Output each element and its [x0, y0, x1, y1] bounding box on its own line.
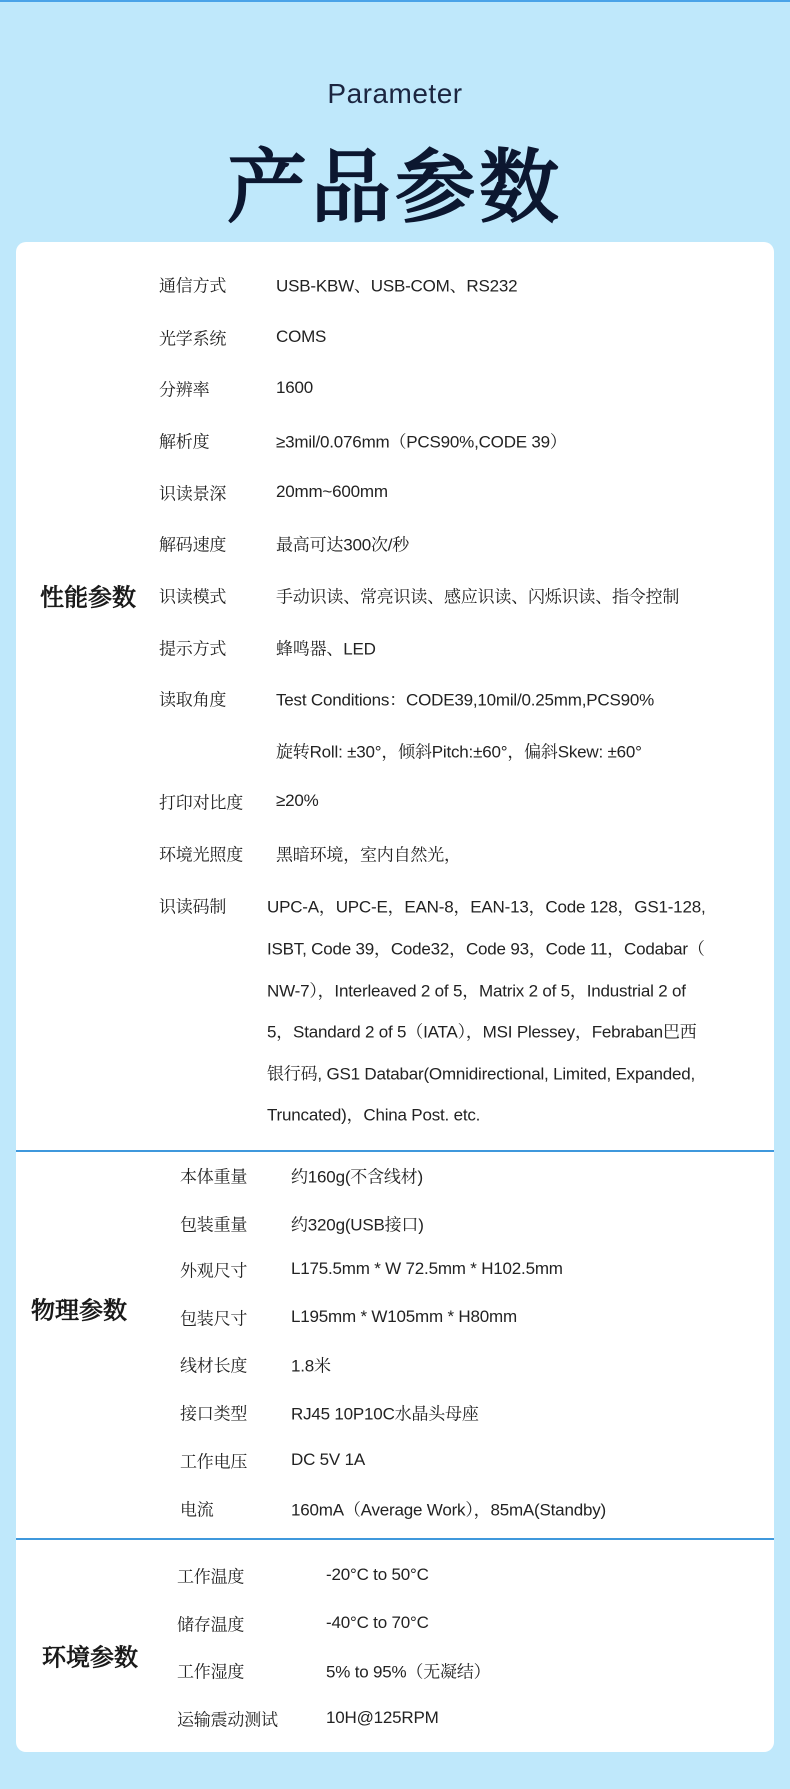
- page-title: 产品参数: [227, 143, 563, 232]
- param-value: L175.5mm * W 72.5mm * H102.5mm: [291, 1259, 563, 1278]
- param-value: RJ45 10P10C水晶头母座: [291, 1404, 479, 1424]
- param-label: 外观尺寸: [180, 1261, 248, 1281]
- param-label: 环境光照度: [159, 845, 243, 865]
- section-divider: [16, 1150, 774, 1152]
- param-value: 5，Standard 2 of 5（IATA），MSI Plessey，Febraban巴西: [267, 1022, 697, 1042]
- param-value: 最高可达300次/秒: [276, 535, 410, 555]
- param-value: -40°C to 70°C: [326, 1613, 429, 1632]
- param-value: 黑暗环境，室内自然光，: [276, 845, 461, 865]
- param-value: -20°C to 50°C: [326, 1565, 429, 1584]
- param-label: 工作湿度: [177, 1662, 245, 1682]
- param-label: 包装尺寸: [180, 1309, 248, 1329]
- param-label: 通信方式: [159, 276, 227, 296]
- param-label: 光学系统: [159, 329, 227, 349]
- param-label: 识读景深: [159, 484, 227, 504]
- param-label: 识读模式: [159, 587, 227, 607]
- param-value: Test Conditions：CODE39,10mil/0.25mm,PCS90%: [276, 690, 655, 710]
- param-value: 约320g(USB接口): [291, 1215, 424, 1235]
- param-value: NW-7），Interleaved 2 of 5，Matrix 2 of 5，Industrial 2 of: [267, 981, 686, 1001]
- param-value: USB-KBW、USB-COM、RS232: [276, 276, 518, 296]
- param-label: 包装重量: [180, 1215, 248, 1235]
- section-heading: 性能参数: [40, 584, 136, 612]
- param-label: 接口类型: [180, 1404, 248, 1424]
- param-value: 5% to 95%（无凝结）: [326, 1662, 491, 1682]
- param-value: 160mA（Average Work），85mA(Standby): [291, 1500, 606, 1520]
- section-divider: [16, 1538, 774, 1540]
- section-heading: 环境参数: [42, 1644, 138, 1672]
- param-value: Truncated)，China Post. etc.: [267, 1105, 481, 1125]
- param-value: ISBT, Code 39，Code32，Code 93，Code 11，Codabar（: [267, 939, 705, 959]
- param-label: 运输震动测试: [177, 1710, 278, 1730]
- page-subtitle: Parameter: [327, 78, 463, 109]
- param-label: 分辨率: [159, 380, 210, 400]
- param-label: 提示方式: [159, 639, 227, 659]
- param-label: 读取角度: [159, 690, 227, 710]
- param-value: 旋转Roll: ±30°，倾斜Pitch:±60°，偏斜Skew: ±60°: [276, 742, 642, 762]
- param-label: 识读码制: [159, 897, 227, 917]
- param-label: 储存温度: [177, 1615, 245, 1635]
- param-label: 解码速度: [159, 535, 227, 555]
- param-value: 约160g(不含线材): [291, 1167, 423, 1187]
- param-value: 1.8米: [291, 1356, 331, 1376]
- param-value: 20mm~600mm: [276, 482, 388, 501]
- param-value: UPC-A，UPC-E，EAN-8，EAN-13，Code 128，GS1-128,: [267, 897, 706, 917]
- param-value: DC 5V 1A: [291, 1450, 365, 1469]
- top-border: [0, 0, 790, 2]
- param-value: 10H@125RPM: [326, 1708, 439, 1727]
- param-label: 线材长度: [180, 1356, 248, 1376]
- param-label: 打印对比度: [159, 793, 243, 813]
- param-value: 蜂鸣器、LED: [276, 639, 376, 659]
- section-heading: 物理参数: [31, 1297, 127, 1325]
- param-label: 工作电压: [180, 1452, 248, 1472]
- param-value: 银行码, GS1 Databar(Omnidirectional, Limited, Expanded,: [267, 1064, 696, 1084]
- param-label: 电流: [180, 1500, 214, 1520]
- param-value: COMS: [276, 327, 327, 346]
- param-label: 本体重量: [180, 1167, 248, 1187]
- param-value: 1600: [276, 378, 314, 397]
- param-label: 工作温度: [177, 1567, 245, 1587]
- param-value: L195mm * W105mm * H80mm: [291, 1307, 517, 1326]
- param-value: ≥20%: [276, 791, 319, 810]
- param-value: 手动识读、常亮识读、感应识读、闪烁识读、指令控制: [276, 587, 680, 607]
- param-label: 解析度: [159, 432, 210, 452]
- param-value: ≥3mil/0.076mm（PCS90%,CODE 39）: [276, 432, 567, 452]
